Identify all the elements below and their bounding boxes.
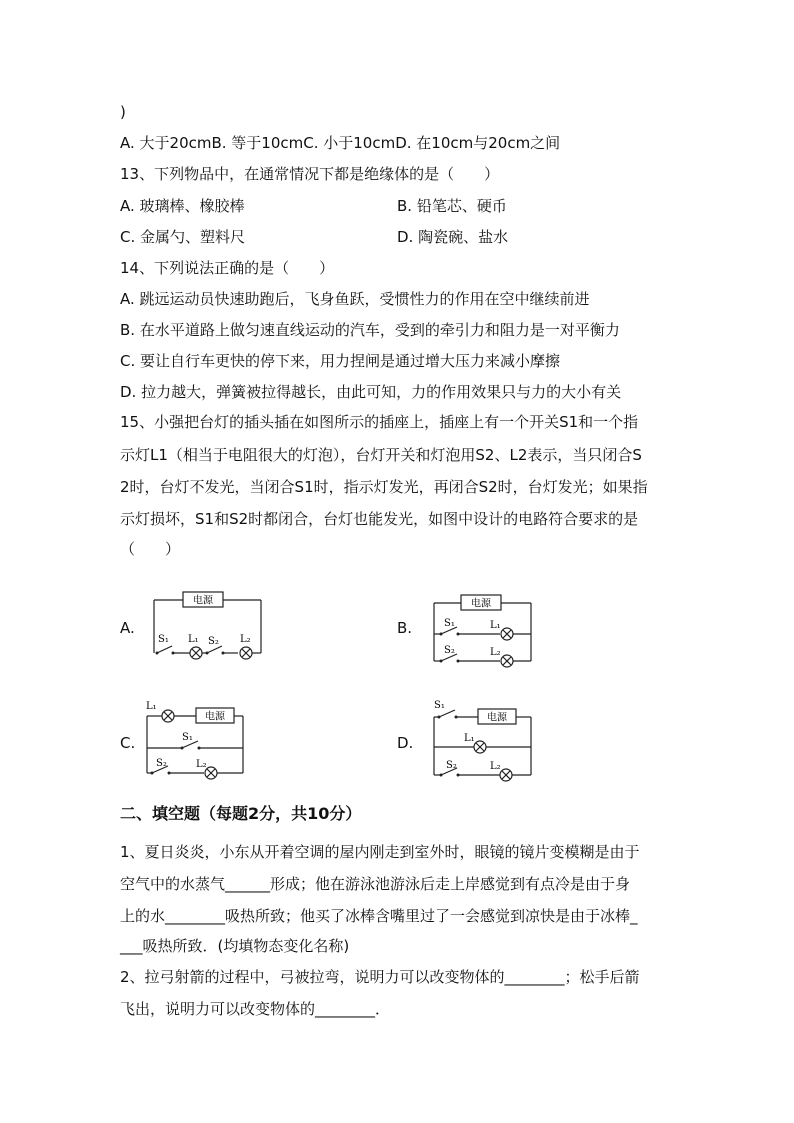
l2-label: L₂ (240, 634, 251, 645)
l1-label: L₁ (490, 620, 501, 631)
power-source-label: 电源 (193, 595, 213, 607)
circuit-diagram-c (140, 698, 255, 783)
question-13-option-a: A. 玻璃棒、橡胶棒 (120, 197, 245, 215)
fill-question-1: 1、夏日炎炎，小东从开着空调的屋内刚走到室外时，眼镜的镜片变模糊是由于 (120, 843, 640, 861)
question-12-options: A. 大于20cmB. 等于10cmC. 小于10cmD. 在10cm与20cm之间 (120, 134, 561, 152)
fill-question-1: ___吸热所致．(均填物态变化名称) (120, 937, 350, 955)
circuit-diagram-b (428, 590, 538, 670)
question-15-stem: 示灯损坏，S1和S2时都闭合，台灯也能发光，如图中设计的电路符合要求的是 (120, 510, 639, 528)
question-14-option-c: C. 要让自行车更快的停下来，用力捏闸是通过增大压力来减小摩擦 (120, 352, 561, 370)
circuit-option-c-label: C. (120, 734, 136, 752)
circuit-option-a-label: A. (120, 619, 135, 637)
s2-label: S₂ (208, 636, 219, 647)
question-14-stem: 14、下列说法正确的是（ ） (120, 259, 335, 277)
question-15-stem: 2时，台灯不发光，当闭合S1时，指示灯发光，再闭合S2时，台灯发光；如果指 (120, 478, 648, 496)
power-source-label: 电源 (471, 598, 491, 610)
power-source-label: 电源 (487, 712, 507, 724)
s2-label: S₂ (446, 760, 457, 771)
question-14-option-d: D. 拉力越大，弹簧被拉得越长，由此可知，力的作用效果只与力的大小有关 (120, 383, 622, 401)
circuit-option-d-label: D. (397, 734, 414, 752)
s2-label: S₂ (444, 645, 455, 656)
s1-label: S₁ (444, 618, 455, 629)
l1-label: L₁ (188, 634, 199, 645)
circuit-diagram-d (428, 697, 538, 782)
question-13-stem: 13、下列物品中，在通常情况下都是绝缘体的是（ ） (120, 165, 500, 183)
s1-label: S₁ (158, 634, 169, 645)
switch-s1 (157, 646, 172, 653)
s2-label: S₂ (156, 758, 167, 769)
question-14-option-a: A. 跳远运动员快速助跑后，飞身鱼跃，受惯性力的作用在空中继续前进 (120, 290, 590, 308)
fill-question-2: 飞出，说明力可以改变物体的________． (120, 1000, 391, 1018)
question-15-stem: （ ） (120, 540, 181, 558)
l1-label: L₁ (464, 733, 475, 744)
l2-label: L₂ (196, 759, 207, 770)
s1-label: S₁ (182, 732, 193, 743)
question-15-stem: 示灯L1（相当于电阻很大的灯泡），台灯开关和灯泡用S2、L2表示，当只闭合S (120, 446, 642, 464)
l1-label: L₁ (146, 701, 157, 712)
l2-label: L₂ (490, 761, 501, 772)
question-13-option-d: D. 陶瓷碗、盐水 (397, 228, 509, 246)
question-14-option-b: B. 在水平道路上做匀速直线运动的汽车，受到的牵引力和阻力是一对平衡力 (120, 321, 620, 339)
text-line: ) (120, 103, 126, 121)
question-13-option-b: B. 铅笔芯、硬币 (397, 197, 507, 215)
fill-question-1: 空气中的水蒸气______形成；他在游泳池游泳后走上岸感觉到有点冷是由于身 (120, 875, 631, 893)
fill-question-1: 上的水________吸热所致；他买了冰棒含嘴里过了一会感觉到凉快是由于冰棒_ (120, 907, 638, 925)
power-source-label: 电源 (205, 711, 225, 723)
s1-label: S₁ (434, 700, 445, 711)
circuit-diagram-a (148, 588, 268, 668)
fill-question-2: 2、拉弓射箭的过程中，弓被拉弯，说明力可以改变物体的________；松手后箭 (120, 968, 640, 986)
section-title: 二、填空题（每题2分，共10分） (120, 804, 362, 823)
question-15-stem: 15、小强把台灯的插头插在如图所示的插座上，插座上有一个开关S1和一个指 (120, 413, 639, 431)
l2-label: L₂ (490, 647, 501, 658)
question-13-option-c: C. 金属勺、塑料尺 (120, 228, 246, 246)
switch-s2 (207, 646, 222, 653)
circuit-option-b-label: B. (397, 619, 413, 637)
